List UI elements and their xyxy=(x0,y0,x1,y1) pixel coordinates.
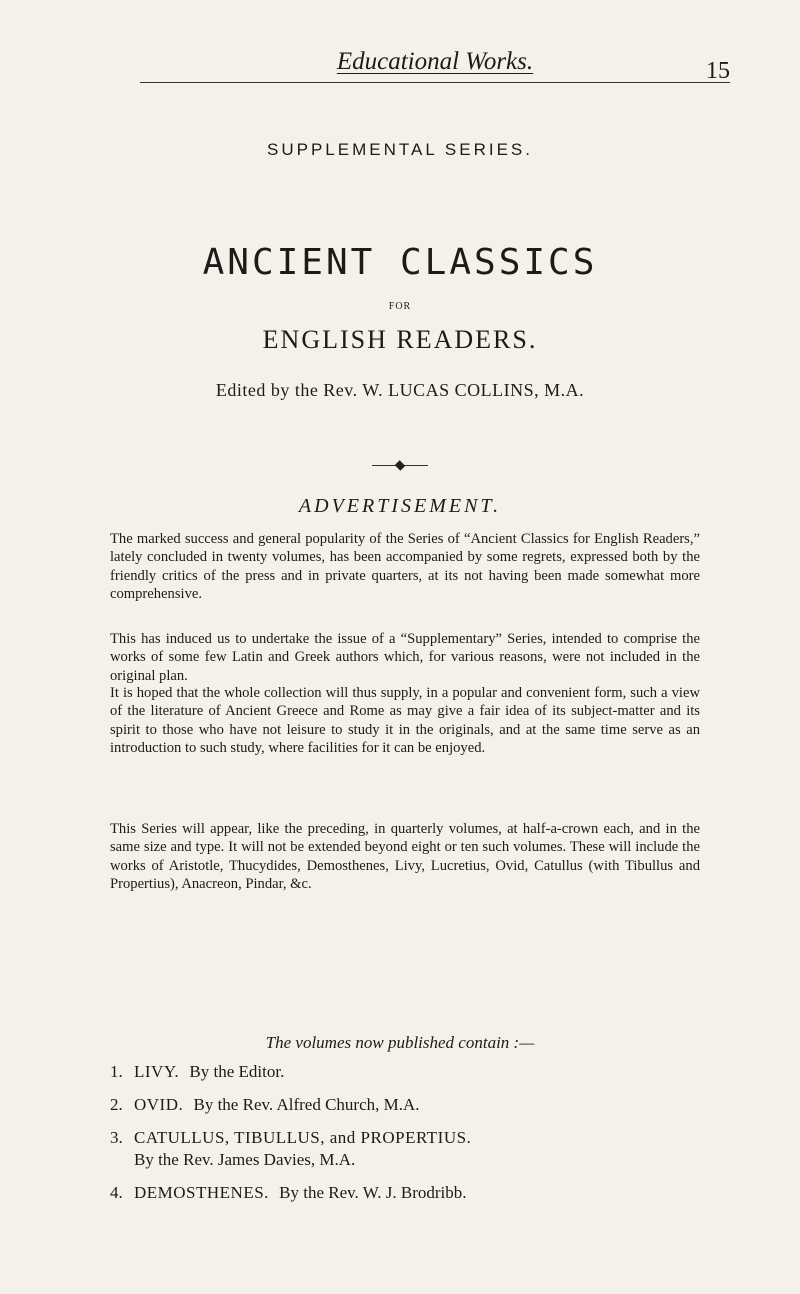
volume-number: 3. xyxy=(110,1128,123,1147)
page-number: 15 xyxy=(706,58,730,84)
volume-author: By the Editor. xyxy=(189,1062,285,1081)
volume-number: 2. xyxy=(110,1095,123,1114)
paragraph-supplementary: This has induced us to undertake the issue of a “Supplementary” Series, intended to comprise the works of some few Latin and Greek authors which, for various reasons, were not included in the original plan. xyxy=(110,631,700,684)
volume-list xyxy=(110,1061,710,1215)
list-item xyxy=(110,1182,710,1204)
running-title: Educational Works. xyxy=(336,48,534,75)
volumes-heading: The volumes now published contain :— xyxy=(265,1033,535,1052)
volume-author: By the Rev. James Davies, M.A. xyxy=(134,1150,356,1169)
volume-title: CATULLUS, TIBULLUS, and PROPERTIUS. xyxy=(134,1128,472,1147)
readers-line: ENGLISH READERS. xyxy=(262,325,538,354)
advertisement-heading: ADVERTISEMENT. xyxy=(298,495,502,517)
paragraph-success: The marked success and general popularity of the Series of “Ancient Classics for English Readers,” lately concluded in twenty volumes, has been accompanied by some regrets, expressed both by the friendly critics of the press and in private quarters, at its not having been made somewhat more comprehensive. xyxy=(110,531,700,602)
diamond-ornament-icon xyxy=(395,460,406,471)
volume-title: LIVY. xyxy=(134,1062,180,1081)
main-title: ANCIENT CLASSICS xyxy=(202,242,598,284)
list-item xyxy=(110,1061,710,1083)
volume-author: By the Rev. W. J. Brodribb. xyxy=(279,1183,467,1202)
running-head xyxy=(140,48,730,83)
list-item xyxy=(110,1094,710,1116)
volume-title: DEMOSTHENES. xyxy=(134,1183,269,1202)
volume-title: OVID. xyxy=(134,1095,184,1114)
volume-number: 4. xyxy=(110,1183,123,1202)
editor-line: Edited by the Rev. W. LUCAS COLLINS, M.A. xyxy=(215,380,585,400)
volume-author: By the Rev. Alfred Church, M.A. xyxy=(193,1095,420,1114)
volume-number: 1. xyxy=(110,1062,123,1081)
paragraph-series-details: This Series will appear, like the preceding, in quarterly volumes, at half-a-crown each, and in the same size and type. It will not be extended beyond eight or ten such volumes. These will include the works of Aristotle, Thucydides, Demosthenes, Livy, Lucretius, Ovid, Catullus (with Tibullus and Propertius), Anacreon, Pindar, &c. xyxy=(110,821,700,892)
paragraph-collection: It is hoped that the whole collection will thus supply, in a popular and convenient form, such a view of the literature of Ancient Greece and Rome as may give a fair idea of its subject-matter and its spirit to those who have not leisure to study it in the originals, and at the same time serve as an introduction to such study, where facilities for it can be enjoyed. xyxy=(110,685,700,756)
list-item xyxy=(110,1127,710,1171)
for-line: FOR xyxy=(388,301,412,312)
series-title: SUPPLEMENTAL SERIES. xyxy=(267,140,533,159)
